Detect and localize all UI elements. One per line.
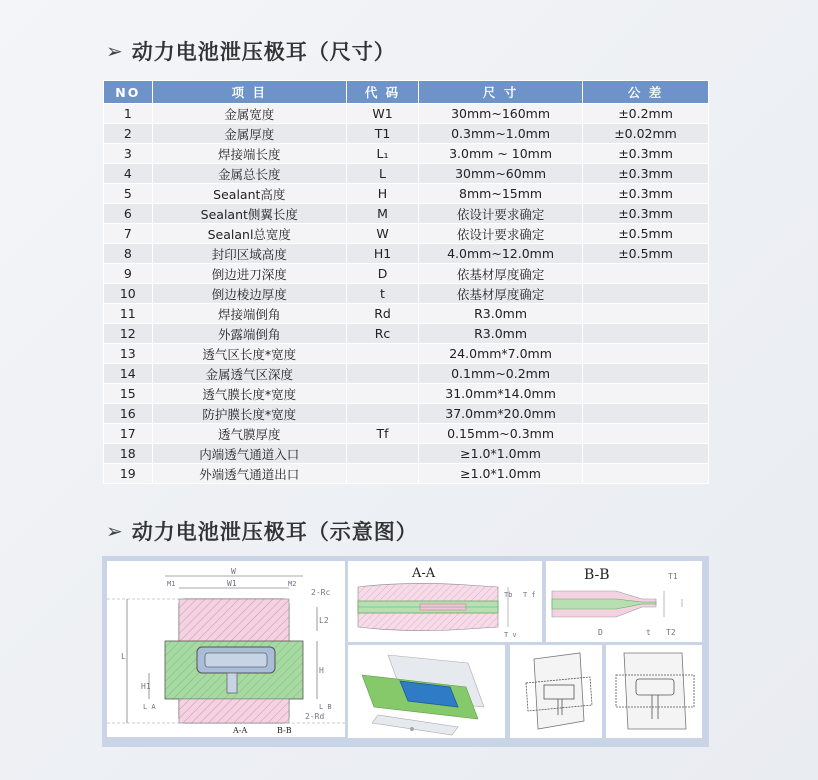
cell-code: W1 [346,104,418,124]
table-row [104,164,709,184]
dim-la: L A [143,703,156,711]
dim-h: H [319,666,324,675]
plan-view-drawing [107,561,345,737]
isometric-view-3 [606,645,702,738]
cell-no: 18 [104,444,153,464]
dim-w: W [231,567,236,576]
section-aa-title: A-A [412,566,436,581]
cell-tolerance: ±0.02mm [583,124,709,144]
cell-size: R3.0mm [419,304,583,324]
section-title-diagram-text: 动力电池泄压极耳（示意图） [131,520,418,544]
cell-tolerance: ±0.5mm [583,244,709,264]
cell-code [346,404,418,424]
cell-item: Sealant侧翼长度 [152,204,346,224]
label-aa: A-A [233,726,248,735]
cell-no: 5 [104,184,153,204]
table-row [104,184,709,204]
cell-item: 透气膜长度*宽度 [152,384,346,404]
table-row [104,104,709,124]
isometric-view-1 [348,645,505,738]
cell-no: 8 [104,244,153,264]
cell-tolerance [583,344,709,364]
cell-item: 焊接端长度 [152,144,346,164]
cell-item: 倒边进刀深度 [152,264,346,284]
table-row [104,144,709,164]
cell-code [346,464,418,484]
section-title-size-text: 动力电池泄压极耳（尺寸） [131,40,396,64]
header-size: 尺 寸 [419,81,583,104]
chevron-right-icon: ➢ [106,519,124,543]
table-row [104,404,709,424]
cell-item: 金属透气区深度 [152,364,346,384]
table-row [104,464,709,484]
dim-lb: L B [319,703,332,711]
section-title-size [106,36,396,66]
cell-item: Sealant高度 [152,184,346,204]
table-row [104,124,709,144]
cell-tolerance [583,384,709,404]
isometric-view-2 [510,645,602,738]
cell-size: 24.0mm*7.0mm [419,344,583,364]
section-bb-title: B-B [584,567,610,583]
chevron-right-icon: ➢ [106,39,124,63]
table-row [104,204,709,224]
header-item: 项 目 [152,81,346,104]
cell-size: 依基材厚度确定 [419,264,583,284]
dim-rc: 2-Rc [311,588,331,597]
cell-tolerance: ±0.2mm [583,104,709,124]
cell-item: 倒边棱边厚度 [152,284,346,304]
cell-item: Sealanl总宽度 [152,224,346,244]
header-tolerance: 公 差 [583,81,709,104]
cell-size: 30mm~160mm [419,104,583,124]
dim-m2: M2 [288,580,297,588]
table-row [104,424,709,444]
cell-item: 防护膜长度*宽度 [152,404,346,424]
cell-code: H1 [346,244,418,264]
table-row [104,384,709,404]
cell-size: 37.0mm*20.0mm [419,404,583,424]
cell-code: t [346,284,418,304]
cell-code: H [346,184,418,204]
cell-tolerance [583,284,709,304]
cell-no: 10 [104,284,153,304]
cell-code [346,444,418,464]
cell-tolerance [583,424,709,444]
section-bb-panel [546,561,702,642]
table-row [104,244,709,264]
cell-code [346,364,418,384]
cell-no: 17 [104,424,153,444]
cell-size: R3.0mm [419,324,583,344]
cell-size: 3.0mm ~ 10mm [419,144,583,164]
dim-t1: T1 [668,572,678,581]
dim-tb: Tb [504,591,513,599]
cell-item: 内端透气通道入口 [152,444,346,464]
cell-code [346,384,418,404]
cell-no: 2 [104,124,153,144]
cell-size: 0.3mm~1.0mm [419,124,583,144]
isometric-drawing-2 [510,645,602,738]
cell-tolerance [583,404,709,424]
table-row [104,444,709,464]
plan-view-panel [107,561,345,737]
cell-item: 焊接端倒角 [152,304,346,324]
isometric-drawing-3 [606,645,702,738]
cell-code: Rd [346,304,418,324]
cell-no: 13 [104,344,153,364]
dim-tv: T v [504,631,517,639]
dim-rd: 2-Rd [305,712,325,721]
cell-item: 金属厚度 [152,124,346,144]
cell-item: 外露端倒角 [152,324,346,344]
cell-code: L₁ [346,144,418,164]
table-row [104,304,709,324]
cell-no: 1 [104,104,153,124]
cell-size: 依设计要求确定 [419,224,583,244]
cell-no: 16 [104,404,153,424]
header-no: NO [104,81,153,104]
cell-code [346,344,418,364]
table-row [104,344,709,364]
dim-t2: T2 [666,628,676,637]
cell-tolerance: ±0.3mm [583,184,709,204]
cell-code: L [346,164,418,184]
cell-no: 9 [104,264,153,284]
dim-l: L [121,652,126,661]
cell-code: T1 [346,124,418,144]
dim-w1: W1 [227,579,237,588]
cell-size: 0.15mm~0.3mm [419,424,583,444]
cell-code: D [346,264,418,284]
cell-size: 8mm~15mm [419,184,583,204]
cell-code: Tf [346,424,418,444]
cell-size: 依设计要求确定 [419,204,583,224]
cell-tolerance: ±0.5mm [583,224,709,244]
cell-tolerance [583,444,709,464]
cell-no: 15 [104,384,153,404]
cell-no: 12 [104,324,153,344]
cell-no: 3 [104,144,153,164]
cell-tolerance [583,304,709,324]
isometric-drawing-1 [348,645,505,738]
cell-item: 金属宽度 [152,104,346,124]
dim-d: D [598,628,603,637]
cell-no: 11 [104,304,153,324]
cell-item: 外端透气通道出口 [152,464,346,484]
cell-no: 7 [104,224,153,244]
table-header-row [104,81,709,104]
label-bb: B-B [277,726,292,735]
table-row [104,284,709,304]
table-row [104,264,709,284]
cell-tolerance: ±0.3mm [583,164,709,184]
cell-size: 依基材厚度确定 [419,284,583,304]
cell-tolerance [583,324,709,344]
cell-size: 4.0mm~12.0mm [419,244,583,264]
cell-tolerance: ±0.3mm [583,204,709,224]
cell-no: 19 [104,464,153,484]
table-row [104,224,709,244]
cell-size: 30mm~60mm [419,164,583,184]
dim-tf: T f [523,591,536,599]
dim-m1: M1 [167,580,176,588]
section-aa-drawing [348,561,542,642]
cell-item: 封印区域高度 [152,244,346,264]
cell-tolerance [583,364,709,384]
dim-t: t [646,628,651,637]
cell-tolerance [583,264,709,284]
cell-size: 31.0mm*14.0mm [419,384,583,404]
cell-size: ≥1.0*1.0mm [419,444,583,464]
table-row [104,364,709,384]
spec-table [103,80,709,484]
cell-item: 金属总长度 [152,164,346,184]
cell-code: M [346,204,418,224]
table-row [104,324,709,344]
section-title-diagram [106,516,418,546]
dim-l2: L2 [319,616,329,625]
cell-size: 0.1mm~0.2mm [419,364,583,384]
cell-no: 14 [104,364,153,384]
cell-item: 透气区长度*宽度 [152,344,346,364]
cell-item: 透气膜厚度 [152,424,346,444]
section-bb-drawing [546,561,702,642]
cell-no: 6 [104,204,153,224]
dim-h1: H1 [141,682,151,691]
section-aa-panel [348,561,542,642]
cell-size: ≥1.0*1.0mm [419,464,583,484]
cell-code: W [346,224,418,244]
header-code: 代 码 [346,81,418,104]
cell-tolerance [583,464,709,484]
cell-tolerance: ±0.3mm [583,144,709,164]
cell-code: Rc [346,324,418,344]
cell-no: 4 [104,164,153,184]
